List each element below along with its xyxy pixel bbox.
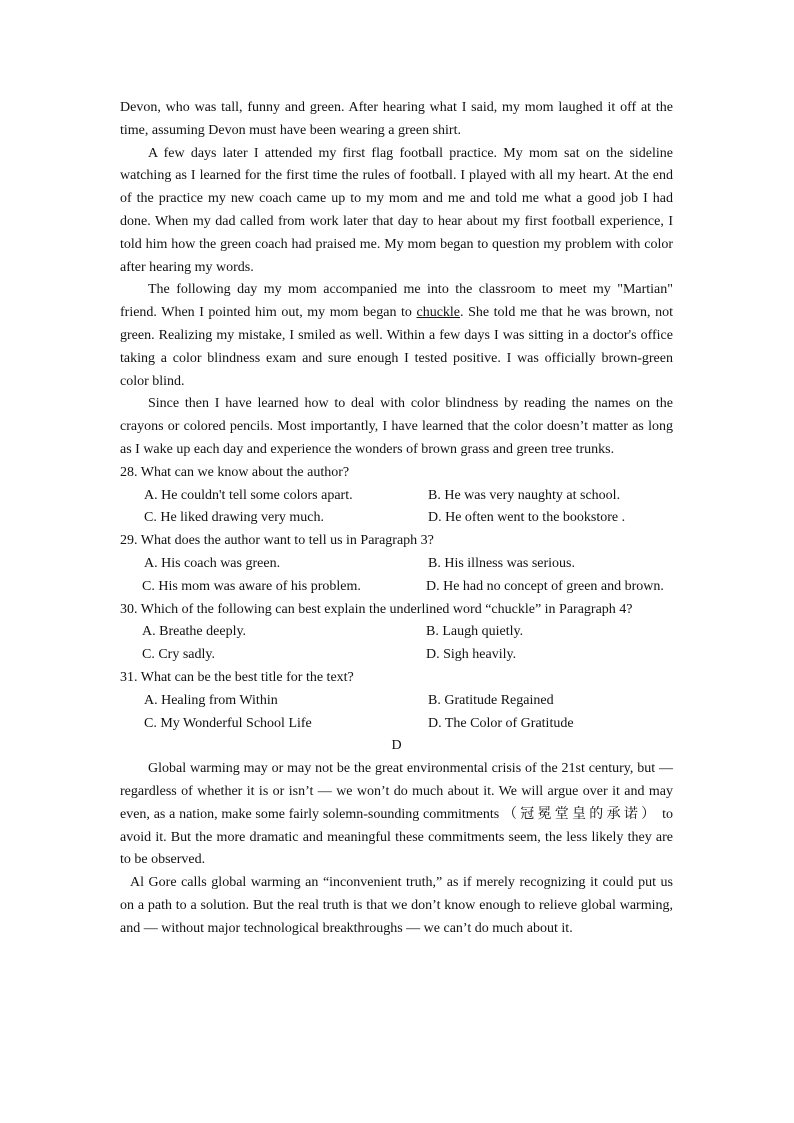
question-31-options-row-1 <box>120 690 673 713</box>
passage-c-paragraph-2-end: Devon, who was tall, funny and green. After hearing what I said, my mom laughed it off at the time, assuming Devon must have been wearing a green shirt. <box>120 100 673 138</box>
paragraph-4-text-b: . She told me that he was brown, not green. Realizing my mistake, I smiled as well. Within a few days I was sitting in a doctor's office taking a color blindness exam and sure enough I tested positive. I was officially brown-green color blind. <box>120 305 673 389</box>
section-d-paragraph-2: Al Gore calls global warming an “inconvenient truth,” as if merely recognizing it could put us on a path to a solution. But the real truth is that we don’t know enough to relieve global warming, and — without major technological breakthroughs — we can’t do much about it. <box>120 875 673 936</box>
question-29-stem: 29. What does the author want to tell us in Paragraph 3? <box>120 533 434 549</box>
q28-option-b[interactable]: B. He was very naughty at school. <box>428 487 621 503</box>
underlined-word-chuckle: chuckle <box>416 305 461 321</box>
q30-option-b[interactable]: B. Laugh quietly. <box>426 624 524 640</box>
q31-option-d[interactable]: D. The Color of Gratitude <box>428 715 574 731</box>
chinese-gloss: （冠冕堂皇的承诺） <box>503 806 659 822</box>
q30-option-c[interactable]: C. Cry sadly. <box>142 647 215 663</box>
passage-c-paragraph-5: Since then I have learned how to deal with color blindness by reading the names on the crayons or colored pencils. Most importantly, I have learned that the color doesn’t matter as long as I wake up each day and experience the wonders of brown grass and green tree trunks. <box>120 396 673 457</box>
question-29-options-row-1 <box>120 553 673 576</box>
paragraph-4-text-a: The following day my mom accompanied me into the classroom to meet my "Martian" friend. When I pointed him out, my mom began to <box>120 282 673 321</box>
q29-option-c[interactable]: C. His mom was aware of his problem. <box>142 578 361 594</box>
q28-option-c[interactable]: C. He liked drawing very much. <box>144 510 325 526</box>
q28-option-a[interactable]: A. He couldn't tell some colors apart. <box>144 487 353 503</box>
passage-c-paragraph-4 <box>120 279 673 393</box>
question-30-options-row-1 <box>120 621 673 644</box>
q31-option-a[interactable]: A. Healing from Within <box>144 692 278 708</box>
question-31-options-row-2 <box>120 713 673 736</box>
section-d-p1-text-a: Global warming may or may not be the great environmental crisis of the 21st century, but — regardless of whether it is or isn’t — we won’t do much about it. We will argue over it and may even, as a nation, make some fairly solemn-sounding commitments <box>120 761 673 822</box>
question-28-stem: 28. What can we know about the author? <box>120 464 350 480</box>
q30-option-d[interactable]: D. Sigh heavily. <box>426 647 517 663</box>
q29-option-d[interactable]: D. He had no concept of green and brown. <box>426 578 664 594</box>
question-31-stem: 31. What can be the best title for the text? <box>120 669 354 685</box>
section-d-heading: D <box>391 738 402 754</box>
question-28-options-row-2 <box>120 507 673 530</box>
question-30-options-row-2 <box>120 644 673 667</box>
section-d-paragraph-1 <box>120 758 673 872</box>
exam-page <box>120 97 673 940</box>
q30-option-a[interactable]: A. Breathe deeply. <box>142 624 247 640</box>
question-30-stem: 30. Which of the following can best explain the underlined word “chuckle” in Paragraph 4? <box>120 601 633 617</box>
q29-option-a[interactable]: A. His coach was green. <box>144 555 281 571</box>
section-d-p1-text-b: to avoid it. But the more dramatic and meaningful these commitments seem, the less likely they are to be observed. <box>120 806 674 868</box>
q31-option-c[interactable]: C. My Wonderful School Life <box>144 715 312 731</box>
passage-c-paragraph-3: A few days later I attended my first flag football practice. My mom sat on the sideline watching as I learned for the first time the rules of football. I played with all my heart. At the end of the practice my new coach came up to my mom and me and told me what a good job I had done. When my dad called from work later that day to hear about my first football experience, I told him how the green coach had praised me. My mom began to question my problem with color after hearing my words. <box>120 145 673 275</box>
question-29-options-row-2 <box>120 576 673 599</box>
q31-option-b[interactable]: B. Gratitude Regained <box>428 692 554 708</box>
q29-option-b[interactable]: B. His illness was serious. <box>428 555 575 571</box>
q28-option-d[interactable]: D. He often went to the bookstore . <box>428 510 626 526</box>
question-28-options-row-1 <box>120 485 673 508</box>
